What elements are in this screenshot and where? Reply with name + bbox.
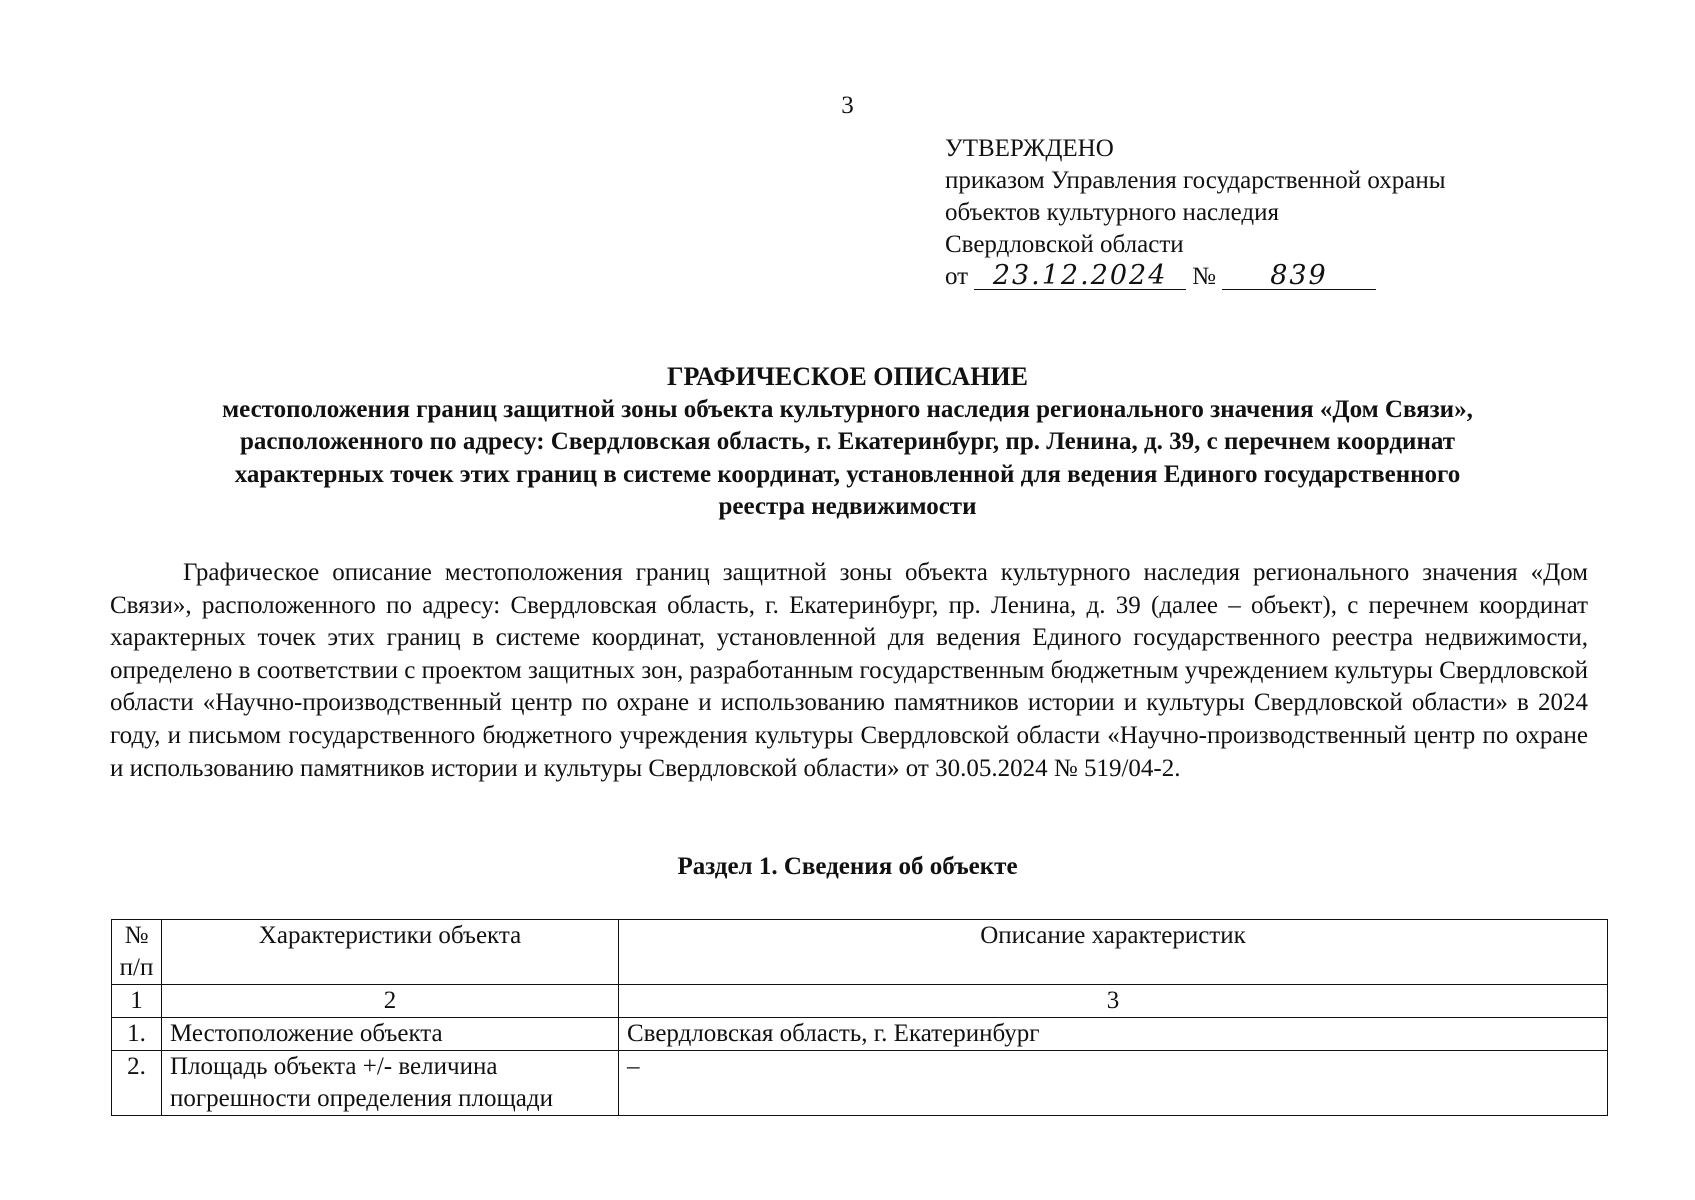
characteristic-cell: Площадь объекта +/- величина погрешности определения площади <box>162 1051 619 1116</box>
handwritten-date: 23.12.2024 <box>974 263 1186 290</box>
index-cell: 1 <box>112 985 162 1018</box>
description-cell: Свердловская область, г. Екатеринбург <box>619 1018 1608 1051</box>
page-number: 3 <box>841 92 854 119</box>
object-info-table <box>111 919 1608 1116</box>
index-cell: 2 <box>162 985 619 1018</box>
header-cell-description: Описание характеристик <box>619 920 1608 985</box>
title-line: характерных точек этих границ в системе координат, установленной для ведения Единого государственного <box>234 460 1461 488</box>
table-row <box>112 1018 1608 1051</box>
section-heading: Раздел 1. Сведения об объекте <box>677 853 1018 880</box>
title-line: реестра недвижимости <box>718 493 977 520</box>
approval-stamp-block <box>945 133 1446 293</box>
approval-date-number-line <box>945 261 1446 293</box>
index-cell: 3 <box>619 985 1608 1018</box>
approval-line: приказом Управления государственной охраны <box>945 167 1446 194</box>
title-line: расположенного по адресу: Свердловская область, г. Екатеринбург, пр. Ленина, д. 39, с перечнем координат <box>240 428 1455 455</box>
characteristic-cell: Местоположение объекта <box>162 1018 619 1051</box>
description-cell: – <box>619 1051 1608 1116</box>
date-prefix: от <box>945 263 969 290</box>
row-number-cell: 2. <box>112 1051 162 1116</box>
handwritten-order-number: 839 <box>1222 263 1376 290</box>
approval-line: Свердловской области <box>945 231 1184 258</box>
table-index-row <box>112 985 1608 1018</box>
title-line: местоположения границ защитной зоны объекта культурного наследия регионального значения «Дом Связи», <box>222 395 1473 423</box>
title-main: ГРАФИЧЕСКОЕ ОПИСАНИЕ <box>667 362 1028 391</box>
approval-heading: УТВЕРЖДЕНО <box>945 135 1114 162</box>
document-title <box>110 361 1585 524</box>
table-header-row <box>112 920 1608 985</box>
row-number-cell: 1. <box>112 1018 162 1051</box>
header-cell-characteristics: Характеристики объекта <box>162 920 619 985</box>
body-paragraph: Графическое описание местоположения границ защитной зоны объекта культурного наследия регионального значения «Дом Связи», расположенного по адресу: Свердловская область, г. Екатеринбург, пр. Ленина, д. 39 (далее – объект), с перечнем координат характерных точек этих границ в системе координат, установленной для ведения Единого государственного реестра недвижимости, определено в соответствии с проектом защитных зон, разработанным государственным бюджетным учреждением культуры Свердловской области «Научно-производственный центр по охране и использованию памятников истории и культуры Свердловской области» в 2024 году, и письмом государственного бюджетного учреждения культуры Свердловской области «Научно-производственный центр по охране и использованию памятников истории и культуры Свердловской области» от 30.05.2024 № 519/04-2. <box>110 559 1588 782</box>
header-cell-number: № п/п <box>112 920 162 985</box>
approval-line: объектов культурного наследия <box>945 199 1279 226</box>
number-prefix: № <box>1192 263 1216 290</box>
table-row <box>112 1051 1608 1116</box>
